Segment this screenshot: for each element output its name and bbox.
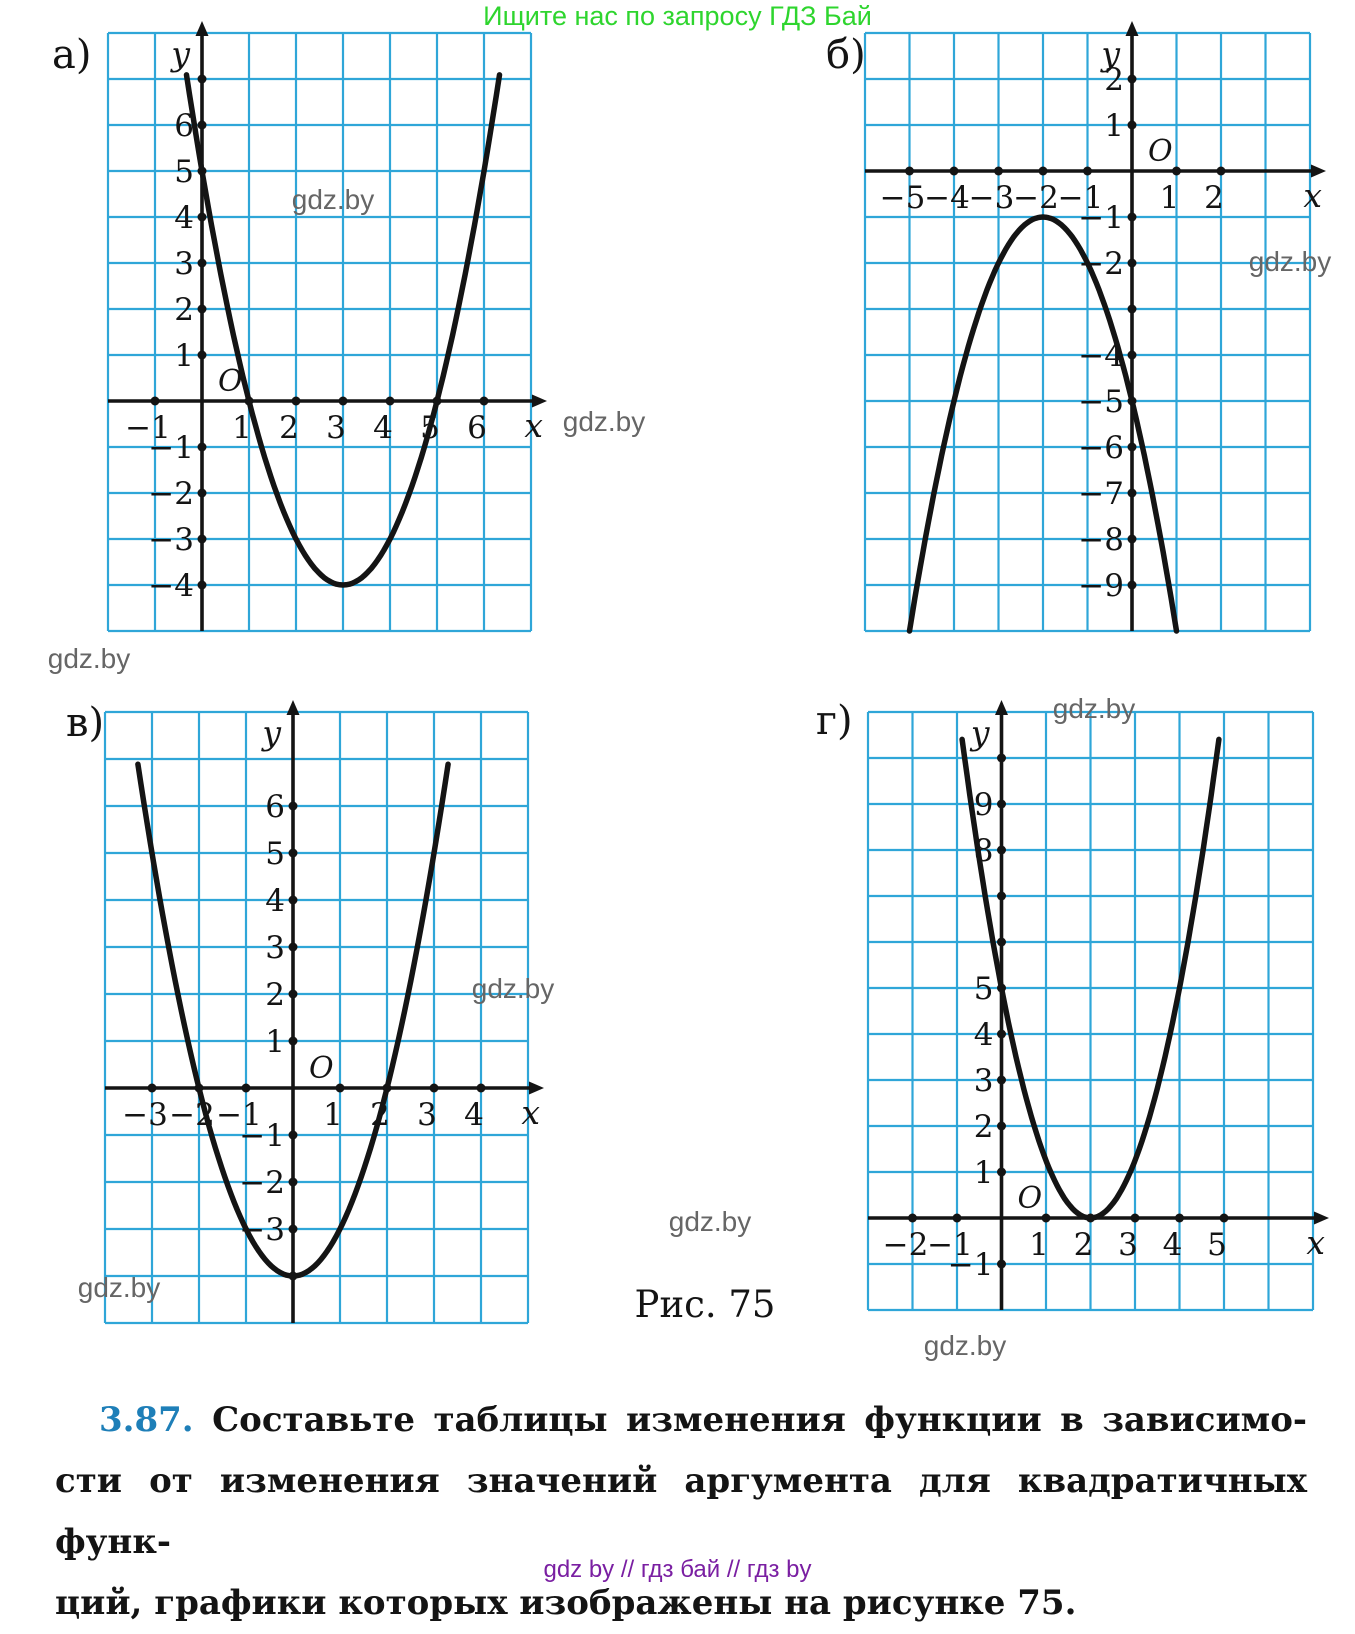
- y-tick-label: −9: [1078, 568, 1124, 604]
- y-tick-label: 2: [174, 292, 194, 328]
- y-tick-label: 5: [973, 971, 994, 1007]
- y-axis-label: y: [1101, 34, 1120, 73]
- y-tick-label: 6: [174, 108, 194, 144]
- y-tick-label: 1: [1104, 108, 1124, 144]
- y-tick-dot: [997, 1030, 1006, 1039]
- x-tick-dot: [242, 1084, 251, 1093]
- graph-v: [75, 690, 574, 1367]
- promo-banner: Ищите нас по запросу ГДЗ Бай: [483, 1, 872, 31]
- y-tick-dot: [1128, 535, 1137, 544]
- panel-label-a: а): [52, 32, 92, 78]
- x-tick-label: 1: [323, 1097, 343, 1133]
- x-tick-dot: [1220, 1214, 1229, 1223]
- y-tick-dot: [289, 849, 298, 858]
- x-tick-dot: [151, 397, 160, 406]
- y-tick-dot: [997, 938, 1006, 947]
- y-tick-dot: [1128, 75, 1137, 84]
- grid: [105, 712, 528, 1323]
- x-tick-label: 3: [326, 410, 346, 446]
- x-tick-label: 1: [1159, 180, 1180, 216]
- x-tick-dot: [905, 167, 914, 176]
- x-tick-dot: [1175, 1214, 1184, 1223]
- watermark: gdz.by: [1052, 693, 1136, 724]
- y-tick-label: 4: [973, 1017, 994, 1053]
- x-tick-dot: [1042, 1214, 1051, 1223]
- y-tick-label: −8: [1078, 522, 1124, 558]
- x-tick-label: 2: [370, 1097, 390, 1133]
- y-tick-label: 1: [174, 338, 194, 374]
- y-tick-dot: [997, 1168, 1006, 1177]
- y-tick-label: 3: [265, 930, 285, 966]
- x-tick-label: 6: [467, 410, 487, 446]
- problem-line-2: сти от изменения значений аргумента для квадратичных функ-: [55, 1461, 1307, 1562]
- ticks: [880, 62, 1226, 604]
- x-tick-label: 2: [1073, 1227, 1094, 1263]
- origin-label: O: [309, 1051, 334, 1086]
- problem-line-1: [55, 1390, 1307, 1451]
- graph-b: [835, 11, 1355, 675]
- y-tick-dot: [997, 846, 1006, 855]
- y-tick-label: 1: [265, 1024, 285, 1060]
- y-tick-dot: [1128, 259, 1137, 268]
- y-tick-dot: [997, 754, 1006, 763]
- y-tick-label: −2: [239, 1165, 285, 1201]
- y-tick-dot: [997, 1260, 1006, 1269]
- watermark: gdz.by: [562, 406, 646, 437]
- x-axis-label: x: [1306, 1223, 1325, 1262]
- axes: [105, 710, 534, 1323]
- x-tick-label: 3: [1118, 1227, 1138, 1263]
- y-axis-label: y: [262, 713, 281, 752]
- watermark: gdz.by: [668, 1206, 752, 1237]
- y-tick-dot: [1128, 443, 1137, 452]
- y-tick-dot: [198, 259, 207, 268]
- y-tick-dot: [1128, 489, 1137, 498]
- problem-line-1-text: Составьте таблицы изменения функции в зависимо-: [212, 1400, 1308, 1440]
- panel-label-v: в): [66, 700, 105, 746]
- y-tick-dot: [198, 75, 207, 84]
- y-tick-dot: [289, 1225, 298, 1234]
- panel-label-g: г): [816, 698, 853, 744]
- y-axis-label: y: [970, 713, 990, 752]
- x-tick-dot: [950, 167, 959, 176]
- x-tick-dot: [1131, 1214, 1140, 1223]
- x-tick-dot: [477, 1084, 486, 1093]
- x-tick-label: 4: [464, 1097, 484, 1133]
- y-tick-dot: [1128, 121, 1137, 130]
- origin-label: O: [218, 364, 243, 399]
- x-tick-label: 2: [279, 410, 299, 446]
- x-tick-label: −5: [879, 180, 926, 216]
- y-tick-dot: [198, 121, 207, 130]
- ticks: [883, 754, 1229, 1284]
- y-tick-dot: [198, 213, 207, 222]
- x-tick-label: −3: [122, 1097, 168, 1133]
- x-tick-dot: [1083, 167, 1092, 176]
- y-tick-label: 2: [1104, 62, 1124, 98]
- y-tick-label: 1: [973, 1155, 994, 1191]
- y-tick-dot: [997, 1122, 1006, 1131]
- y-tick-label: −3: [239, 1212, 285, 1248]
- x-tick-label: 1: [232, 410, 252, 446]
- problem-text: [55, 1390, 1307, 1634]
- x-tick-label: −1: [216, 1097, 262, 1133]
- y-tick-label: 3: [973, 1063, 994, 1099]
- y-tick-label: −1: [947, 1247, 994, 1283]
- x-tick-dot: [1172, 167, 1181, 176]
- watermark: gdz.by: [1248, 246, 1332, 277]
- x-tick-label: −2: [882, 1227, 929, 1263]
- y-tick-dot: [1128, 213, 1137, 222]
- y-tick-dot: [1128, 351, 1137, 360]
- graph-g: [838, 690, 1355, 1354]
- y-tick-dot: [198, 581, 207, 590]
- y-tick-label: −1: [148, 430, 194, 466]
- y-tick-label: −5: [1078, 384, 1124, 420]
- axis-labels: [260, 713, 540, 1132]
- x-tick-dot: [953, 1214, 962, 1223]
- y-tick-label: 5: [265, 836, 285, 872]
- problem-number: 3.87.: [99, 1400, 194, 1440]
- y-tick-dot: [198, 489, 207, 498]
- x-tick-label: −4: [924, 180, 970, 216]
- origin-label: O: [1017, 1181, 1043, 1216]
- y-tick-label: 2: [973, 1109, 994, 1145]
- x-tick-dot: [1217, 167, 1226, 176]
- x-tick-dot: [430, 1084, 439, 1093]
- y-tick-dot: [198, 535, 207, 544]
- x-tick-dot: [339, 397, 348, 406]
- y-tick-label: 4: [265, 883, 285, 919]
- x-axis-label: x: [1303, 176, 1322, 215]
- ticks: [125, 75, 488, 605]
- y-tick-label: −4: [148, 568, 194, 604]
- y-tick-label: 8: [973, 833, 994, 869]
- x-tick-label: 3: [417, 1097, 437, 1133]
- x-tick-dot: [908, 1214, 917, 1223]
- x-tick-label: 5: [420, 410, 440, 446]
- y-tick-dot: [289, 896, 298, 905]
- y-tick-label: −2: [148, 476, 194, 512]
- panel-label-b: б): [826, 32, 866, 78]
- y-tick-dot: [198, 351, 207, 360]
- y-axis-arrow: [287, 700, 300, 715]
- x-tick-dot: [148, 1084, 157, 1093]
- y-tick-label: −6: [1078, 430, 1124, 466]
- figure-caption: Рис. 75: [634, 1283, 776, 1326]
- y-tick-label: −3: [148, 522, 194, 558]
- x-tick-label: 1: [1029, 1227, 1049, 1263]
- watermark: gdz.by: [291, 184, 375, 215]
- y-tick-dot: [289, 1178, 298, 1187]
- y-axis-arrow: [995, 700, 1008, 715]
- y-tick-label: 6: [265, 789, 285, 825]
- footer-watermark: gdz by // гдз бай // гдз by: [543, 1556, 812, 1583]
- watermark: gdz.by: [923, 1330, 1007, 1361]
- y-tick-label: 4: [174, 200, 194, 236]
- y-tick-label: 5: [174, 154, 194, 190]
- y-tick-dot: [1128, 305, 1137, 314]
- y-tick-label: 3: [174, 246, 194, 282]
- y-tick-dot: [289, 990, 298, 999]
- axis-labels: [169, 34, 543, 445]
- y-tick-dot: [997, 1076, 1006, 1085]
- x-tick-dot: [292, 397, 301, 406]
- y-tick-label: −1: [1078, 200, 1124, 236]
- x-tick-label: −1: [125, 410, 171, 446]
- watermark: gdz.by: [471, 973, 555, 1004]
- y-axis-label: y: [171, 34, 190, 73]
- x-tick-label: 2: [1204, 180, 1224, 216]
- x-axis-label: x: [521, 1093, 540, 1132]
- y-tick-label: −2: [1078, 246, 1124, 282]
- x-tick-label: −2: [169, 1097, 215, 1133]
- y-tick-label: −1: [239, 1118, 285, 1154]
- y-tick-label: 2: [265, 977, 285, 1013]
- x-tick-dot: [386, 397, 395, 406]
- x-tick-dot: [480, 397, 489, 406]
- x-axis-label: x: [524, 406, 543, 445]
- x-tick-label: 4: [1162, 1227, 1183, 1263]
- x-tick-dot: [994, 167, 1003, 176]
- x-tick-label: 5: [1207, 1227, 1227, 1263]
- y-tick-dot: [997, 800, 1006, 809]
- graph-a: [78, 11, 577, 675]
- watermark: gdz.by: [77, 1272, 161, 1303]
- y-tick-dot: [289, 802, 298, 811]
- x-tick-label: −3: [968, 180, 1015, 216]
- x-tick-label: −2: [1013, 180, 1059, 216]
- x-tick-dot: [336, 1084, 345, 1093]
- x-tick-dot: [1039, 167, 1048, 176]
- y-tick-dot: [1128, 581, 1137, 590]
- origin-label: O: [1148, 134, 1173, 169]
- y-tick-dot: [198, 305, 207, 314]
- y-tick-dot: [289, 1037, 298, 1046]
- watermark: gdz.by: [47, 643, 131, 674]
- problem-line-3: ций, графики которых изображены на рисунке 75.: [55, 1583, 1077, 1623]
- y-tick-dot: [289, 943, 298, 952]
- y-tick-dot: [198, 443, 207, 452]
- y-tick-label: −4: [1078, 338, 1124, 374]
- y-tick-label: 9: [973, 787, 994, 823]
- y-tick-dot: [997, 892, 1006, 901]
- y-tick-label: −7: [1078, 476, 1124, 512]
- x-tick-label: −1: [927, 1227, 973, 1263]
- x-tick-label: 4: [373, 410, 393, 446]
- y-tick-dot: [289, 1131, 298, 1140]
- x-tick-label: −1: [1057, 180, 1104, 216]
